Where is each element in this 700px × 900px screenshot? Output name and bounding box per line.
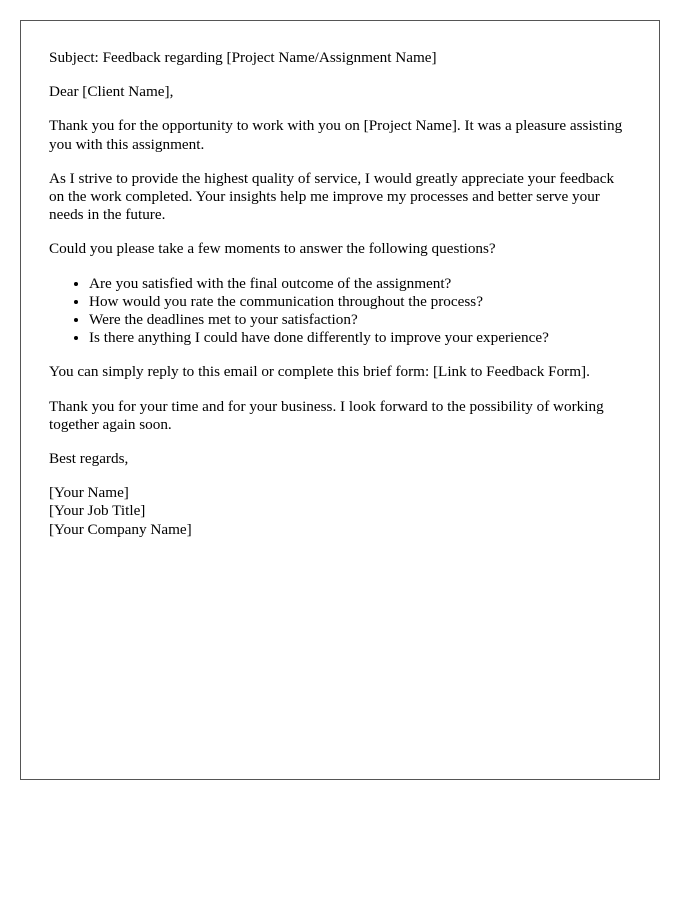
- list-item: • Are you satisfied with the final outcome of the assignment?: [89, 275, 631, 293]
- closing-paragraph: Thank you for your time and for your business. I look forward to the possibility of working together again soon.: [49, 397, 604, 433]
- list-item: • How would you rate the communication throughout the process?: [89, 293, 631, 311]
- subject-line: Subject: Feedback regarding [Project Name/Assignment Name]: [49, 49, 437, 66]
- signature-job-title: [Your Job Title]: [49, 502, 146, 520]
- questions-intro: Could you please take a few moments to answer the following questions?: [49, 240, 496, 258]
- signature-company: [Your Company Name]: [49, 520, 192, 538]
- request-paragraph: As I strive to provide the highest quality of service, I would greatly appreciate your feedback on the work completed. Your insights help me improve my processes and better serve your needs in the future.: [49, 169, 615, 224]
- signature-name: [Your Name]: [49, 484, 129, 502]
- signature-block: [49, 484, 631, 539]
- letter-page: [20, 20, 660, 780]
- reply-instructions: You can simply reply to this email or complete this brief form: [Link to Feedback Form].: [49, 363, 590, 381]
- greeting: Dear [Client Name],: [49, 83, 174, 101]
- list-item: • Were the deadlines met to your satisfaction?: [89, 311, 631, 329]
- sign-off: Best regards,: [49, 450, 129, 468]
- list-item: • Is there anything I could have done differently to improve your experience?: [89, 329, 631, 347]
- intro-paragraph: Thank you for the opportunity to work with you on [Project Name]. It was a pleasure assisting you with this assignment.: [49, 117, 623, 153]
- questions-list: [49, 275, 631, 348]
